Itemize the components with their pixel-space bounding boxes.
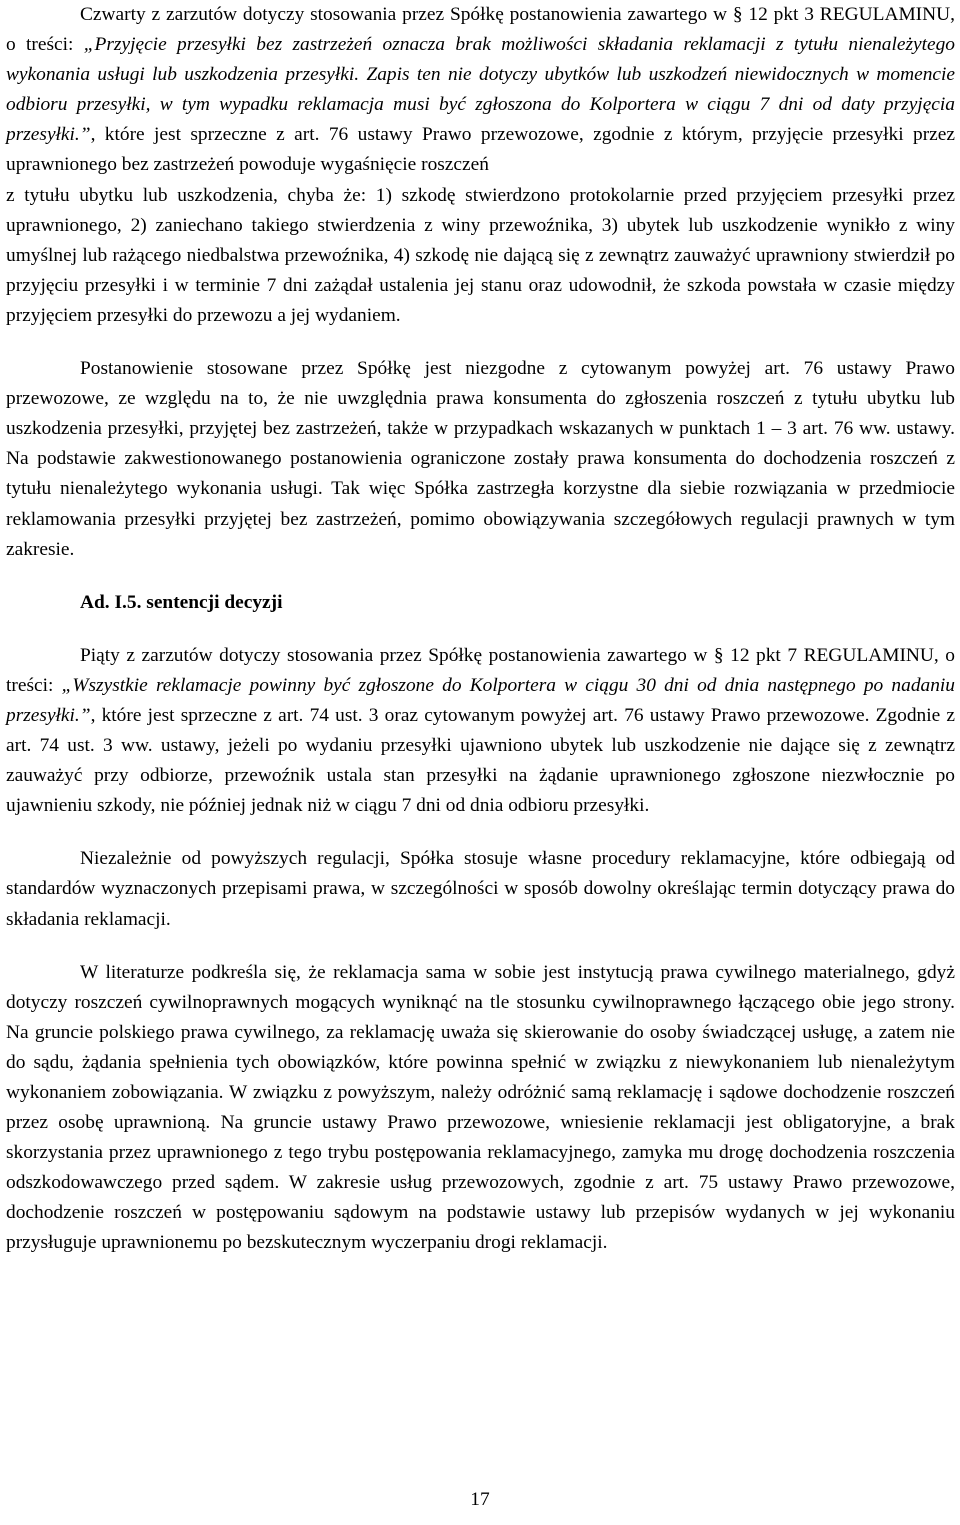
paragraph-assessment: Postanowienie stosowane przez Spółkę jest niezgodne z cytowanym powyżej art. 76 ustawy Prawo przewozowe, ze względu na to, że nie uwzględnia prawa konsumenta do zgłoszenia roszczeń z tytułu ubytku lub uszkodzenia przesyłki, przyjętej bez zastrzeżeń, także w przypadkach wskazanych w punktach 1 – 3 art. 76 ww. ustawy. Na podstawie zakwestionowanego postanowienia ograniczone zostały prawa konsumenta do dochodzenia roszczeń z tytułu nienależytego wykonania usługi. Tak więc Spółka zastrzegła korzystne dla siebie rozwiązania w przedmiocie reklamowania przesyłki przyjętej bez zastrzeżeń, pomimo obowiązywania szczegółowych regulacji prawnych w tym zakresie. <box>6 358 955 560</box>
paragraph-text: , które jest sprzeczne z art. 74 ust. 3 oraz cytowanym powyżej art. 76 ustawy Prawo przewozowe. Zgodnie z art. 74 ust. 3 ww. ustawy, jeżeli po wydaniu przesyłki ujawniono ubytek lub uszkodzenie nie dające się z zewnątrz zauważyć przy odbiorze, przewoźnik ustala stan przesyłki na żądanie uprawnionego zgłoszone niezwłocznie po ujawnieniu szkody, nie później jednak niż w ciągu 7 dni od dnia odbioru przesyłki. <box>6 704 955 817</box>
regulation-quote: „Wszystkie reklamacje powinny być zgłoszone do Kolportera w ciągu 30 dni od dnia następnego po nadaniu przesyłki.” <box>6 674 955 726</box>
page-number: 17 <box>470 1489 490 1510</box>
paragraph-fifth-charge <box>6 641 955 822</box>
regulation-quote: „Przyjęcie przesyłki bez zastrzeżeń oznacza brak możliwości składania reklamacji z tytułu nienależytego wykonania usługi lub uszkodzenia przesyłki. Zapis ten nie dotyczy ubytków lub uszkodzeń niewidocznych w momencie odbioru przesyłki, w tym wypadku reklamacja musi być zgłoszona do Kolportera w ciągu 7 dni od daty przyjęcia przesyłki.” <box>6 34 955 146</box>
paragraph-text: Czwarty z zarzutów dotyczy stosowania przez Spółkę postanowienia zawartego w § 12 pkt 3 REGULAMINU, o treści: <box>6 4 955 56</box>
document-page <box>6 0 955 1259</box>
section-heading: Ad. I.5. sentencji decyzji <box>80 591 283 613</box>
paragraph-literature: W literaturze podkreśla się, że reklamacja sama w sobie jest instytucją prawa cywilnego materialnego, gdyż dotyczy roszczeń cywilnoprawnych mogących wyniknąć na tle stosunku cywilnoprawnego łączącego obie jego strony. Na gruncie polskiego prawa cywilnego, za reklamację uważa się skierowanie do osoby świadczącej usługę, a zatem nie do sądu, żądania spełnienia tych obowiązków, które powinna spełnić w związku z niewykonaniem lub nienależytym wykonaniem zobowiązania. W związku z powyższym, należy odróżnić samą reklamację i sądowe dochodzenie roszczeń przez osobę uprawnioną. Na gruncie ustawy Prawo przewozowe, wniesienie reklamacji jest obligatoryjne, a brak skorzystania przez uprawnionego z tego trybu postępowania reklamacyjnego, zamyka mu drogę dochodzenia roszczenia odszkodowawczego przed sądem. W zakresie usług przewozowych, zgodnie z art. 75 ustawy Prawo przewozowe, dochodzenie roszczeń w postępowaniu sądowym na podstawie ustawy lub przepisów wydanych w jej wykonaniu przysługuje uprawnionemu po bezskutecznym wyczerpaniu drogi reklamacji. <box>6 961 955 1254</box>
paragraph-text: Piąty z zarzutów dotyczy stosowania przez Spółkę postanowienia zawartego w § 12 pkt 7 REGULAMINU, o treści: <box>6 644 955 696</box>
paragraph-fourth-charge <box>6 0 955 181</box>
paragraph-continuation: z tytułu ubytku lub uszkodzenia, chyba że: 1) szkodę stwierdzono protokolarnie przed przyjęciem przesyłki przez uprawnionego, 2) zaniechano takiego stwierdzenia z winy przewoźnika, 3) ubytek lub uszkodzenie wynikło z winy umyślnej lub rażącego niedbalstwa przewoźnika, 4) szkodę nie dającą się z zewnątrz zauważyć uprawniony stwierdził po przyjęciu przesyłki i w terminie 7 dni zażądał ustalenia jej stanu oraz udowodnił, że szkoda powstała w czasie między przyjęciem przesyłki do przewozu a jej wydaniem. <box>6 184 955 326</box>
paragraph-procedures: Niezależnie od powyższych regulacji, Spółka stosuje własne procedury reklamacyjne, które odbiegają od standardów wyznaczonych przepisami prawa, w szczególności w sposób dowolny określając termin dotyczący prawa do składania reklamacji. <box>6 848 955 930</box>
paragraph-text: , które jest sprzeczne z art. 76 ustawy Prawo przewozowe, zgodnie z którym, przyjęcie przesyłki przez uprawnionego bez zastrzeżeń powoduje wygaśnięcie roszczeń <box>6 124 955 176</box>
